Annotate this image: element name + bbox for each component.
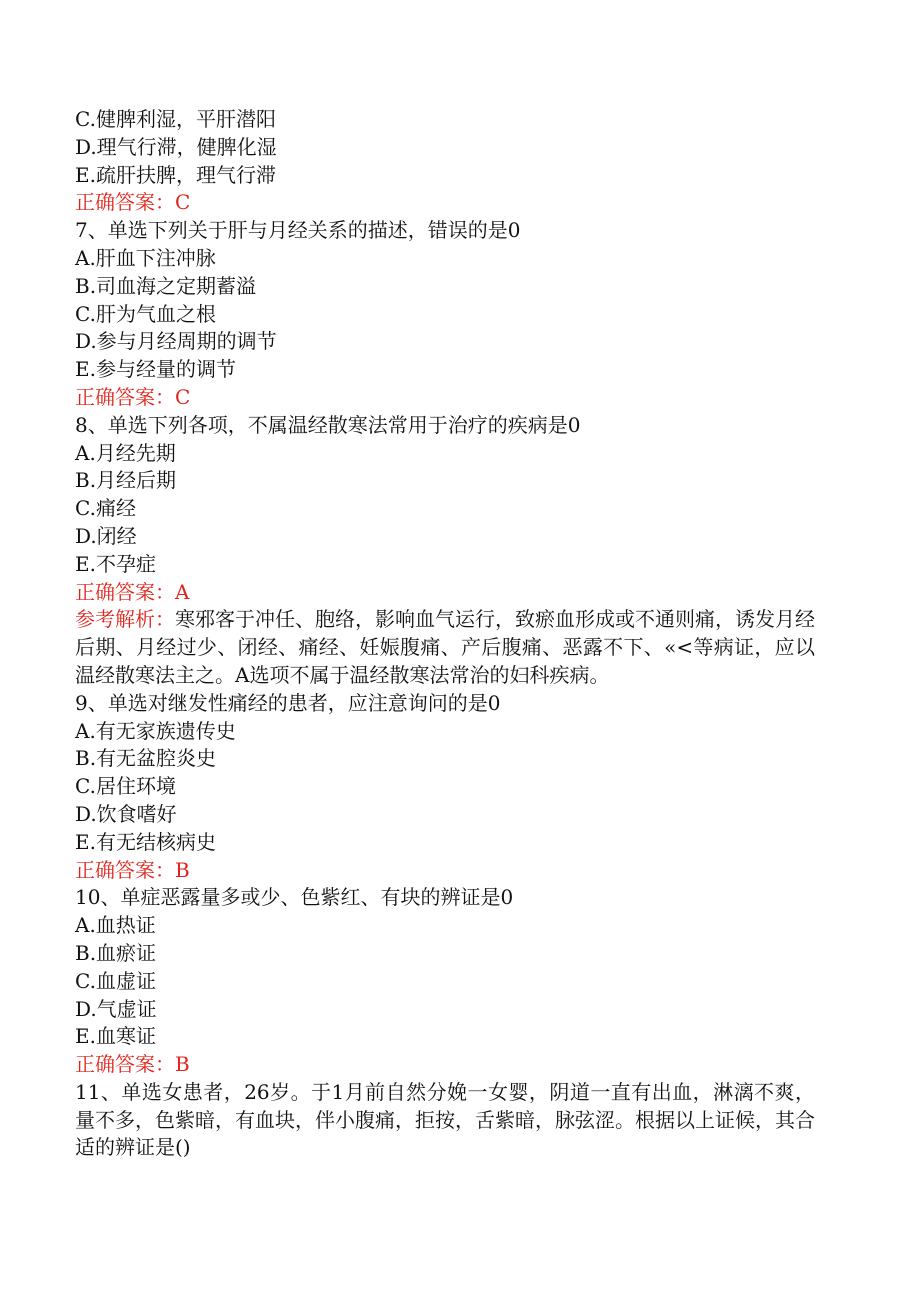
option-b: B.司血海之定期蓄溢 (75, 273, 257, 298)
option-d: D.参与月经周期的调节 (75, 329, 277, 354)
correct-answer: 正确答案：B (75, 857, 190, 882)
option-c: C.血虚证 (75, 968, 156, 993)
correct-answer: 正确答案：C (75, 384, 191, 409)
option-a: A.有无家族遗传史 (75, 718, 236, 743)
option-c: C.肝为气血之根 (75, 301, 216, 326)
option-e: E.血寒证 (75, 1024, 156, 1049)
option-b: B.血瘀证 (75, 940, 157, 965)
analysis-label: 参考解析： (75, 607, 175, 632)
option-b: B.有无盆腔炎史 (75, 746, 217, 771)
option-d: D.饮食嗜好 (75, 801, 177, 826)
question-10 (75, 884, 815, 1079)
question-11 (75, 1079, 815, 1162)
option-c: C.痛经 (75, 496, 136, 521)
question-9 (75, 690, 815, 885)
option-a: A.月经先期 (75, 440, 176, 465)
reference-analysis (75, 606, 815, 689)
option-d: D.闭经 (75, 523, 137, 548)
option-e: E.参与经量的调节 (75, 357, 236, 382)
question-stem: 8、单选下列各项，不属温经散寒法常用于治疗的疾病是0 (75, 412, 581, 437)
question-7 (75, 217, 815, 412)
option-b: B.月经后期 (75, 468, 177, 493)
option-c: C.居住环境 (75, 774, 176, 799)
option-a: A.血热证 (75, 913, 156, 938)
option-a: A.肝血下注冲脉 (75, 245, 216, 270)
option-d: D.理气行滞，健脾化湿 (75, 134, 277, 159)
exam-page (75, 106, 815, 1162)
option-e: E.疏肝扶脾，理气行滞 (75, 162, 276, 187)
question-stem: 11、单选女患者，26岁。于1月前自然分娩一女婴，阴道一直有出血，淋漓不爽，量不多，色紫暗，有血块，伴小腹痛，拒按，舌紫暗，脉弦涩。根据以上证候，其合适的辨证是() (75, 1079, 815, 1160)
correct-answer: 正确答案：B (75, 1052, 190, 1077)
question-8 (75, 412, 815, 690)
correct-answer: 正确答案：A (75, 579, 190, 604)
question-stem: 7、单选下列关于肝与月经关系的描述，错误的是0 (75, 218, 521, 243)
question-6-tail (75, 106, 815, 217)
analysis-text: 寒邪客于冲任、胞络，影响血气运行，致瘀血形成或不通则痛，诱发月经后期、月经过少、闭经、痛经、妊娠腹痛、产后腹痛、恶露不下、«<等病证，应以温经散寒法主之。A选项不属于温经散寒法常治的妇科疾病。 (75, 607, 815, 687)
option-e: E.有无结核病史 (75, 829, 216, 854)
option-e: E.不孕症 (75, 551, 156, 576)
correct-answer: 正确答案：C (75, 190, 191, 215)
option-c: C.健脾利湿，平肝潜阳 (75, 107, 276, 131)
question-stem: 10、单症恶露量多或少、色紫红、有块的辨证是0 (75, 885, 514, 910)
option-d: D.气虚证 (75, 996, 157, 1021)
question-stem: 9、单选对继发性痛经的患者，应注意询问的是0 (75, 690, 501, 715)
